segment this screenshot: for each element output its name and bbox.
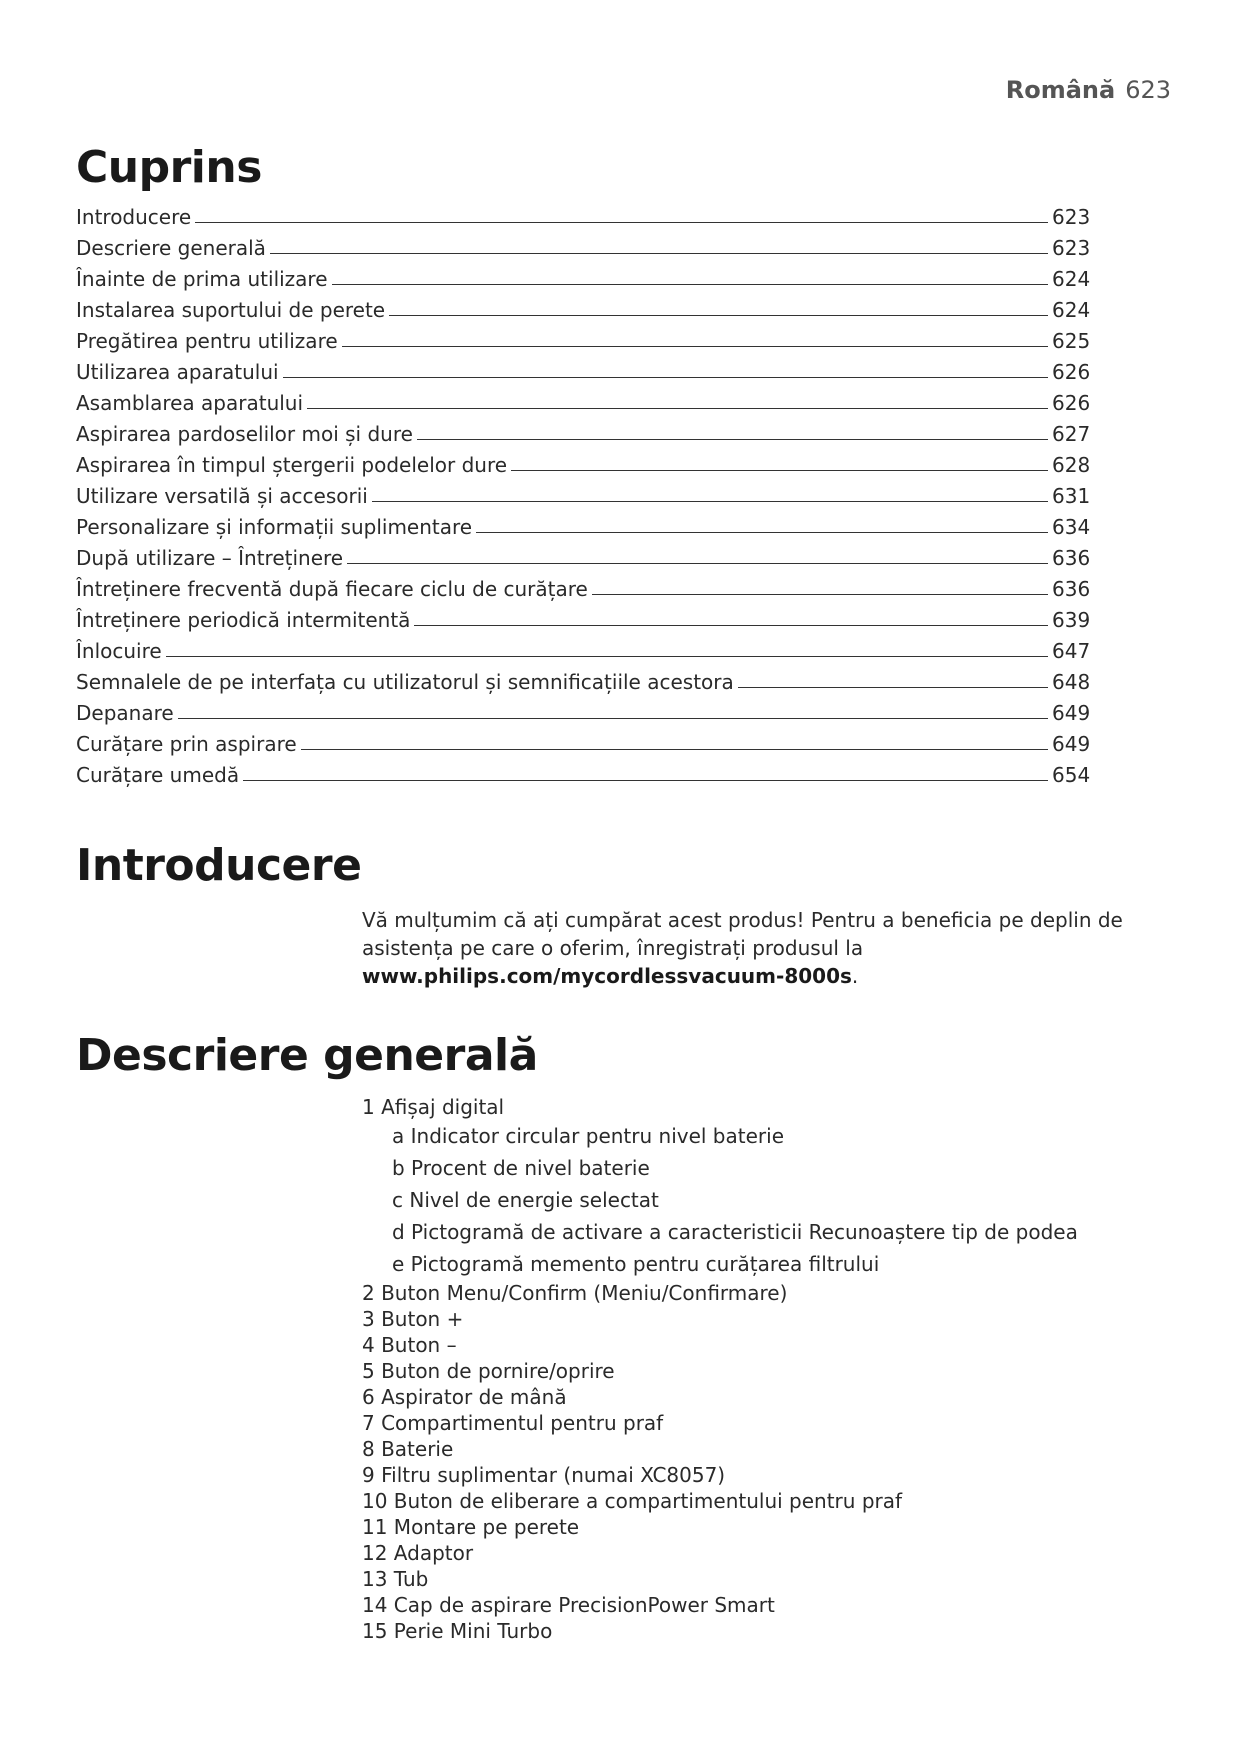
toc-entry-label: Curățare umedă — [76, 763, 240, 787]
toc-entry-label: Utilizare versatilă și accesorii — [76, 484, 368, 508]
toc-entry-page: 623 — [1052, 236, 1091, 260]
language-label: Română — [1005, 76, 1116, 104]
toc-entry-label: Înlocuire — [76, 639, 162, 663]
toc-entry-page: 627 — [1052, 422, 1091, 446]
parts-subitem: c Nivel de energie selectat — [392, 1188, 659, 1212]
toc-entry[interactable] — [76, 754, 1132, 785]
parts-item: 6 Aspirator de mână — [362, 1385, 567, 1409]
toc-entry[interactable] — [76, 289, 1132, 320]
toc-entry[interactable] — [76, 599, 1132, 630]
toc-entry[interactable] — [76, 227, 1132, 258]
parts-item: 12 Adaptor — [362, 1541, 474, 1565]
parts-item: 5 Buton de pornire/oprire — [362, 1359, 615, 1383]
parts-item: 8 Baterie — [362, 1437, 454, 1461]
toc-entry-page: 648 — [1052, 670, 1091, 694]
table-of-contents — [76, 196, 1132, 785]
parts-item: 13 Tub — [362, 1567, 429, 1591]
parts-subitem: e Pictogramă memento pentru curățarea filtrului — [392, 1252, 880, 1276]
toc-entry-label: Instalarea suportului de perete — [76, 298, 386, 322]
product-registration-link[interactable]: www.philips.com/mycordlessvacuum-8000s — [362, 964, 852, 988]
toc-entry[interactable] — [76, 506, 1132, 537]
toc-entry-page: 649 — [1052, 701, 1091, 725]
parts-item: 14 Cap de aspirare PrecisionPower Smart — [362, 1593, 775, 1617]
toc-leader-line — [389, 315, 1048, 316]
toc-entry-page: 654 — [1052, 763, 1091, 787]
toc-entry-page: 647 — [1052, 639, 1091, 663]
toc-leader-line — [270, 253, 1048, 254]
parts-item: 4 Buton – — [362, 1333, 457, 1357]
introducere-text: Vă mulțumim că ați cumpărat acest produs! Pentru a beneficia pe deplin de asistența pe care o oferim, înregistrați produsul la — [362, 908, 1123, 960]
toc-entry-label: Descriere generală — [76, 236, 266, 260]
toc-entry[interactable] — [76, 661, 1132, 692]
toc-entry[interactable] — [76, 630, 1132, 661]
parts-item: 9 Filtru suplimentar (numai XC8057) — [362, 1463, 726, 1487]
toc-leader-line — [592, 594, 1048, 595]
toc-entry[interactable] — [76, 196, 1132, 227]
toc-entry-label: Aspirarea în timpul ștergerii podelelor dure — [76, 453, 508, 477]
toc-entry[interactable] — [76, 723, 1132, 754]
parts-subitem: b Procent de nivel baterie — [392, 1156, 650, 1180]
parts-subitem: a Indicator circular pentru nivel baterie — [392, 1124, 784, 1148]
toc-entry-label: Întreținere periodică intermitentă — [76, 608, 411, 632]
toc-entry-page: 626 — [1052, 391, 1091, 415]
toc-entry-label: Asamblarea aparatului — [76, 391, 304, 415]
toc-entry-label: Pregătirea pentru utilizare — [76, 329, 338, 353]
toc-entry[interactable] — [76, 444, 1132, 475]
toc-entry-label: Depanare — [76, 701, 174, 725]
introducere-heading: Introducere — [76, 840, 362, 891]
toc-entry-page: 636 — [1052, 546, 1091, 570]
toc-entry-page: 649 — [1052, 732, 1091, 756]
toc-leader-line — [738, 687, 1048, 688]
toc-leader-line — [178, 718, 1048, 719]
toc-entry-page: 634 — [1052, 515, 1091, 539]
parts-item: 11 Montare pe perete — [362, 1515, 580, 1539]
toc-entry-page: 626 — [1052, 360, 1091, 384]
toc-leader-line — [332, 284, 1048, 285]
toc-entry[interactable] — [76, 351, 1132, 382]
toc-leader-line — [342, 346, 1048, 347]
toc-leader-line — [476, 532, 1048, 533]
parts-item: 15 Perie Mini Turbo — [362, 1619, 553, 1643]
toc-entry-label: Personalizare și informații suplimentare — [76, 515, 473, 539]
toc-entry-page: 625 — [1052, 329, 1091, 353]
toc-entry[interactable] — [76, 258, 1132, 289]
parts-item: 7 Compartimentul pentru praf — [362, 1411, 664, 1435]
parts-item: 3 Buton + — [362, 1307, 464, 1331]
toc-entry-page: 639 — [1052, 608, 1091, 632]
toc-entry-label: După utilizare – Întreținere — [76, 546, 344, 570]
toc-entry[interactable] — [76, 568, 1132, 599]
toc-entry-label: Introducere — [76, 205, 192, 229]
toc-entry[interactable] — [76, 320, 1132, 351]
descriere-heading: Descriere generală — [76, 1030, 538, 1081]
toc-entry[interactable] — [76, 537, 1132, 568]
toc-entry-label: Înainte de prima utilizare — [76, 267, 328, 291]
toc-entry[interactable] — [76, 475, 1132, 506]
toc-leader-line — [307, 408, 1048, 409]
page-number: 623 — [1125, 76, 1171, 104]
page-header — [1006, 76, 1171, 104]
toc-entry-label: Semnalele de pe interfața cu utilizatorul și semnificațiile acestora — [76, 670, 734, 694]
toc-entry[interactable] — [76, 413, 1132, 444]
introducere-text-end: . — [851, 964, 859, 988]
toc-entry-page: 624 — [1052, 267, 1091, 291]
toc-entry-label: Utilizarea aparatului — [76, 360, 279, 384]
toc-leader-line — [301, 749, 1048, 750]
toc-leader-line — [414, 625, 1048, 626]
toc-entry-label: Curățare prin aspirare — [76, 732, 297, 756]
toc-leader-line — [511, 470, 1048, 471]
introducere-paragraph — [362, 906, 1142, 990]
toc-entry-page: 636 — [1052, 577, 1091, 601]
toc-leader-line — [195, 222, 1048, 223]
toc-entry-page: 623 — [1052, 205, 1091, 229]
parts-item: 10 Buton de eliberare a compartimentului pentru praf — [362, 1489, 903, 1513]
parts-subitem: d Pictogramă de activare a caracteristicii Recunoaștere tip de podea — [392, 1220, 1078, 1244]
toc-entry-label: Aspirarea pardoselilor moi și dure — [76, 422, 413, 446]
toc-leader-line — [347, 563, 1048, 564]
toc-entry-page: 631 — [1052, 484, 1091, 508]
toc-entry[interactable] — [76, 692, 1132, 723]
toc-entry[interactable] — [76, 382, 1132, 413]
toc-leader-line — [372, 501, 1048, 502]
toc-entry-page: 624 — [1052, 298, 1091, 322]
toc-leader-line — [417, 439, 1048, 440]
parts-item: 1 Afișaj digital — [362, 1095, 505, 1119]
parts-list — [362, 1094, 1162, 1644]
toc-leader-line — [283, 377, 1048, 378]
toc-entry-label: Întreținere frecventă după fiecare ciclu de curățare — [76, 577, 588, 601]
toc-leader-line — [166, 656, 1048, 657]
toc-entry-page: 628 — [1052, 453, 1091, 477]
toc-title: Cuprins — [76, 142, 262, 193]
toc-leader-line — [243, 780, 1048, 781]
parts-item: 2 Buton Menu/Confirm (Meniu/Confirmare) — [362, 1281, 788, 1305]
